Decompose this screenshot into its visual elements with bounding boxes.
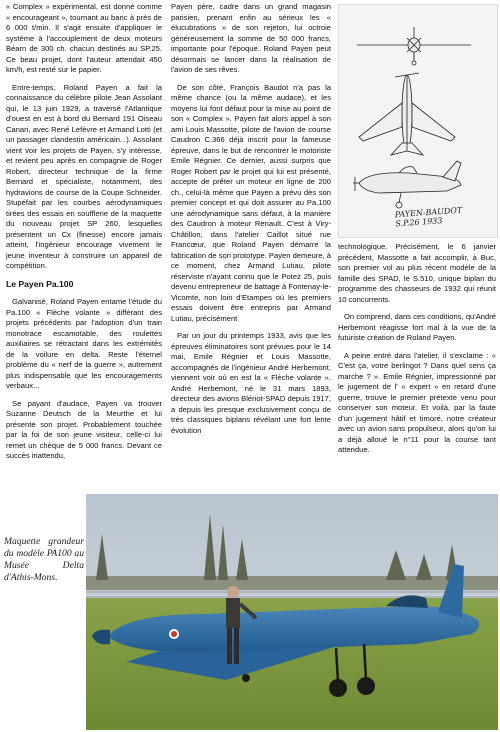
- text-column-1: [6, 2, 162, 469]
- front-view: [357, 27, 471, 65]
- paragraph: Par un jour du printemps 1933, avis que les épreuves éliminatoires sont prévues pour le 14 mai, Emile Régnier et Louis Massotte, accompagnés de l'ingénieur André Herbemont, viennent voir où en est la « Flèche volante ». André Herbemont, né le 31 mars 1893, directeur des avions Blériot-SPAD depuis 1917, a depuis les presque exclusivement conçu de très classiques biplans révélant une fort lente évolution: [171, 331, 331, 435]
- paragraph: On comprend, dans ces conditions, qu'André Herbemont réagisse fort mal à la vue de la futuriste création de Roland Payen.: [338, 312, 496, 342]
- photo-caption: Maquette grandeur du modèle PA100 au Musée Delta d'Athis-Mons.: [4, 536, 84, 583]
- aircraft-photo-svg: [86, 494, 498, 730]
- paragraph: « Complex » expérimental, est donné comme « encourageant », tournant au banc à près de 6 000 t/min. Il s'agit ensuite d'appliquer le système à l'accouplement de deux moteurs Béarn de 300 ch. chacun destinés au SP.25. Ce beau projet, dont l'auteur attendait 450 km/h, est resté sur le papier.: [6, 2, 162, 74]
- paragraph: Se payant d'audace, Payen va trouver Suzanne Deutsch de la Meurthe et lui présente son projet. Probablement touchée par la foi de son jeune visiteur, celle-ci lui remet un chèque de 5 000 francs. Devant ce succès inattendu,: [6, 398, 162, 460]
- three-view-drawing: [338, 4, 498, 238]
- paragraph: A peine entré dans l'atelier, il s'exclame : « C'est ça, votre berlingot ? Dans quel sens ça marche ? ». Emile Régnier, impressionné par le jugement de l' « expert » en retard d'une guerre, trouve le premier prétexte venu pour conserver son moteur. Et voilà, par la faute d'un jugement hâtif et timoré, notre créateur avec un avion sans propulseur, alors qu'on lui a déjà alloué le n°11 pour la course tant attendue.: [338, 350, 496, 454]
- museum-photo: [86, 494, 498, 730]
- top-view: [359, 73, 455, 155]
- text-column-2: [171, 2, 331, 443]
- aircraft-three-view-svg: [339, 5, 497, 237]
- text-column-3: [338, 242, 496, 463]
- side-view: [353, 161, 461, 208]
- paragraph: Galvanisé, Roland Payen entame l'étude du Pa.100 « Flèche volante » différant des projets précédents par l'adoption d'un train monotrace escamotable, des roulettes auxiliaires se rétractant dans les extrémités de la voilure en delta. Reste l'éternel problème du « nerf de la guerre », autrement plus indispensable que les encouragements verbaux...: [6, 297, 162, 390]
- section-heading: Le Payen Pa.100: [6, 278, 74, 289]
- drawing-label-line1: PAYEN-BAUDOT: [394, 205, 463, 220]
- paragraph: De son côté, François Baudot n'a pas la même chance (ou la même audace), et les moyens lui font défaut pour la mise au point de son « Complex ». Payen fait alors appel à son ami Louis Massotte, pilote de l'avion de course Caudron C.366 déjà inscrit pour la fameuse épreuve, dans le but de rencontrer le motoriste Emile Régnier. Ce dernier, aussi surpris que Roger Robert par le projet qui lui est présenté, accepte de prêter un moteur en ligne de 200 ch., celui-là même que Payen a prévu dès son premier concept et qui doit assurer au Pa.100 une aérodynamique sans défaut, à la manière des Caudron à moteur Renault. C'est à Viry-Châtillon, dans l'atelier Caillot situé rue Francœur, que Roland Payen démarre la fabrication de son prototype. Payen demeure, à ce moment, chez Armand Lutiau, pilote réserviste n'ayant connu que le Potez 25, puis devenu entrepreneur de battage à Fontenay-le-Vicomte, non loin d'Etampes où les premiers essais doivent être entrepris par Armand Lutiau, précisément: [171, 82, 331, 323]
- paragraph: technologique. Précisément, le 6 janvier précédent, Massotte a fait accomplir, à Buc, son premier vol au plus récent modèle de la famille des SPAD, le S.510, unique biplan du programme des chasseurs de 1932 qui réunit 10 concurrents.: [338, 242, 496, 304]
- paragraph: Entre-temps, Roland Payen a fait la connaissance du célèbre pilote Jean Assolant qui, le 13 juin 1929, a traversé l'Atlantique d'ouest en est à bord du Bernard 191 Oiseau Canari, avec René Lefèvre et Armand Lotti (et un passager clandestin américain...). Assolant vient voir les projets de Payen, s'y intéresse, et revient peu après en compagnie de Roger Robert, directeur technique de la firme Bernard et spécialiste, notamment, des hydravions de course de la Coupe Schneider. Stupéfait par les courbes aérodynamiques tirées des essais en soufflerie de la maquette du nouveau projet SP 260, lesquelles présentent un Cx (finesse) encore jamais atteint, l'ingénieur encourage vivement le jeune inventeur à construire un appareil de compétition.: [6, 82, 162, 270]
- drawing-label-line2: S.P.26 1933: [395, 216, 443, 229]
- paragraph: Payen père, cadre dans un grand magasin parisien, prenant enfin au sérieux les « élucubrations » de son rejeton, lui octroie généreusement la somme de 50 000 francs, importante pour l'époque. Roland Payen peut désormais se lancer dans la réalisation de l'avion de ses rêves.: [171, 2, 331, 74]
